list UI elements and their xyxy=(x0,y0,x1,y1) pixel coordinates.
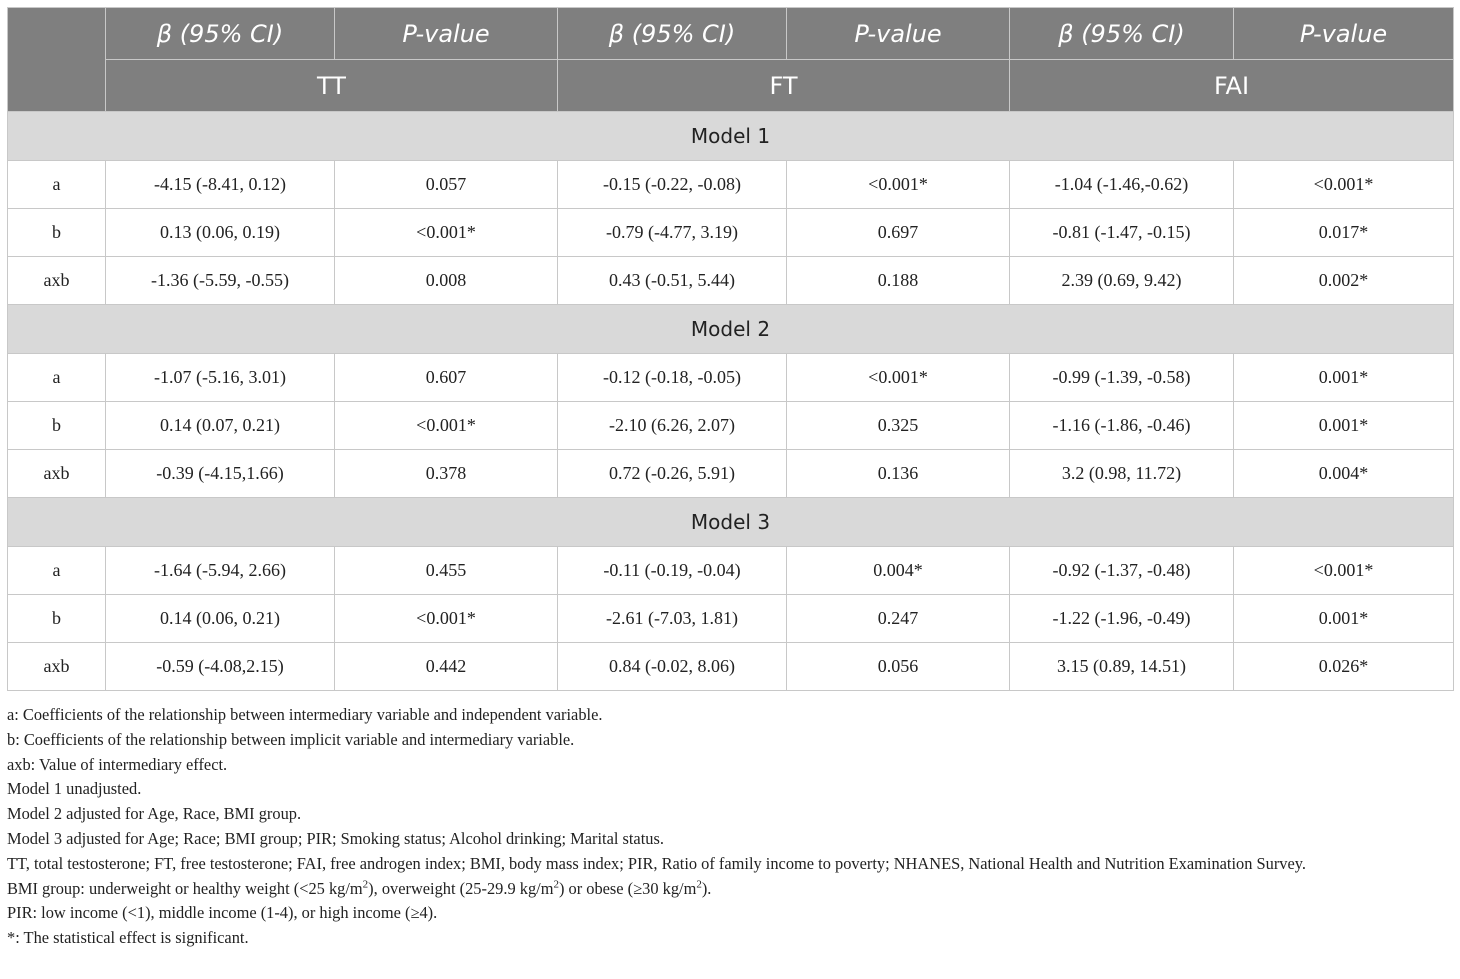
p-value-cell: 0.004* xyxy=(1234,450,1454,498)
p-value-cell: 0.136 xyxy=(787,450,1010,498)
note-axb: axb: Value of intermediary effect. xyxy=(7,754,228,774)
col-header-fai-pvalue: P-value xyxy=(1234,8,1454,60)
col-header-ft-beta: β (95% CI) xyxy=(558,8,787,60)
row-label: axb xyxy=(8,643,106,691)
row-label: b xyxy=(8,209,106,257)
note-bmi-sup1: 2 xyxy=(362,878,369,891)
p-value-cell: 0.026* xyxy=(1234,643,1454,691)
beta-ci-cell: -1.07 (-5.16, 3.01) xyxy=(106,354,335,402)
p-value-cell: 0.247 xyxy=(787,595,1010,643)
beta-ci-cell: -0.81 (-1.47, -0.15) xyxy=(1010,209,1234,257)
p-value-cell: 0.697 xyxy=(787,209,1010,257)
col-header-fai-beta: β (95% CI) xyxy=(1010,8,1234,60)
beta-ci-cell: 2.39 (0.69, 9.42) xyxy=(1010,257,1234,305)
table-row xyxy=(8,257,1454,305)
note-abbreviations: TT, total testosterone; FT, free testosterone; FAI, free androgen index; BMI, body mass index; PIR, Ratio of family income to poverty; NHANES, National Health and Nutrition Examination Survey. xyxy=(7,853,1306,873)
row-label: a xyxy=(8,161,106,209)
p-value-cell: 0.057 xyxy=(335,161,558,209)
col-header-ft-pvalue: P-value xyxy=(787,8,1010,60)
p-value-cell: 0.001* xyxy=(1234,595,1454,643)
table-row xyxy=(8,450,1454,498)
note-bmi xyxy=(7,877,1453,902)
col-header-tt-pvalue: P-value xyxy=(335,8,558,60)
note-bmi-part4: ). xyxy=(701,878,712,898)
p-value-cell: 0.607 xyxy=(335,354,558,402)
beta-ci-cell: 0.14 (0.06, 0.21) xyxy=(106,595,335,643)
note-model2: Model 2 adjusted for Age, Race, BMI group. xyxy=(7,804,302,824)
beta-ci-cell: 0.84 (-0.02, 8.06) xyxy=(558,643,787,691)
row-label: b xyxy=(8,402,106,450)
beta-ci-cell: -1.04 (-1.46,-0.62) xyxy=(1010,161,1234,209)
col-header-tt-beta: β (95% CI) xyxy=(106,8,335,60)
note-b: b: Coefficients of the relationship between implicit variable and intermediary variable. xyxy=(7,729,575,749)
row-label: b xyxy=(8,595,106,643)
table-row xyxy=(8,354,1454,402)
note-significance: *: The statistical effect is significant. xyxy=(7,928,249,948)
p-value-cell: 0.017* xyxy=(1234,209,1454,257)
beta-ci-cell: 0.13 (0.06, 0.19) xyxy=(106,209,335,257)
p-value-cell: 0.378 xyxy=(335,450,558,498)
table-row xyxy=(8,209,1454,257)
beta-ci-cell: -0.79 (-4.77, 3.19) xyxy=(558,209,787,257)
beta-ci-cell: -0.59 (-4.08,2.15) xyxy=(106,643,335,691)
results-table xyxy=(7,7,1454,691)
group-header-tt: TT xyxy=(106,60,558,112)
p-value-cell: <0.001* xyxy=(335,402,558,450)
note-bmi-sup2: 2 xyxy=(553,878,559,891)
note-model3: Model 3 adjusted for Age; Race; BMI group; PIR; Smoking status; Alcohol drinking; Marital status. xyxy=(7,828,664,848)
beta-ci-cell: -1.36 (-5.59, -0.55) xyxy=(106,257,335,305)
model-label: Model 1 xyxy=(8,112,1454,161)
p-value-cell: 0.056 xyxy=(787,643,1010,691)
p-value-cell: <0.001* xyxy=(787,354,1010,402)
model-row xyxy=(8,112,1454,161)
beta-ci-cell: 0.43 (-0.51, 5.44) xyxy=(558,257,787,305)
table-row xyxy=(8,402,1454,450)
table-row xyxy=(8,161,1454,209)
header-row-subcolumns xyxy=(8,8,1454,60)
p-value-cell: <0.001* xyxy=(787,161,1010,209)
table-row xyxy=(8,595,1454,643)
p-value-cell: 0.455 xyxy=(335,547,558,595)
p-value-cell: 0.008 xyxy=(335,257,558,305)
table-row xyxy=(8,643,1454,691)
beta-ci-cell: -0.39 (-4.15,1.66) xyxy=(106,450,335,498)
note-bmi-part3: ) or obese (≥30 kg/m xyxy=(558,878,697,898)
p-value-cell: 0.325 xyxy=(787,402,1010,450)
model-label: Model 3 xyxy=(8,498,1454,547)
row-label: a xyxy=(8,547,106,595)
beta-ci-cell: 0.72 (-0.26, 5.91) xyxy=(558,450,787,498)
table-footnotes xyxy=(7,703,1453,951)
beta-ci-cell: 3.15 (0.89, 14.51) xyxy=(1010,643,1234,691)
table-container xyxy=(7,7,1453,691)
beta-ci-cell: 3.2 (0.98, 11.72) xyxy=(1010,450,1234,498)
p-value-cell: 0.442 xyxy=(335,643,558,691)
table-row xyxy=(8,547,1454,595)
beta-ci-cell: -1.22 (-1.96, -0.49) xyxy=(1010,595,1234,643)
beta-ci-cell: -0.92 (-1.37, -0.48) xyxy=(1010,547,1234,595)
p-value-cell: 0.004* xyxy=(787,547,1010,595)
group-header-ft: FT xyxy=(558,60,1010,112)
note-bmi-part1: BMI group: underweight or healthy weight (<25 kg/m xyxy=(7,878,363,898)
model-row xyxy=(8,305,1454,354)
note-a: a: Coefficients of the relationship between intermediary variable and independent variable. xyxy=(7,705,603,724)
beta-ci-cell: -2.10 (6.26, 2.07) xyxy=(558,402,787,450)
beta-ci-cell: -0.12 (-0.18, -0.05) xyxy=(558,354,787,402)
model-label: Model 2 xyxy=(8,305,1454,354)
p-value-cell: <0.001* xyxy=(1234,547,1454,595)
table-body xyxy=(8,112,1454,691)
p-value-cell: 0.001* xyxy=(1234,402,1454,450)
note-pir: PIR: low income (<1), middle income (1-4), or high income (≥4). xyxy=(7,903,438,923)
row-label: a xyxy=(8,354,106,402)
note-model1: Model 1 unadjusted. xyxy=(7,779,142,799)
note-bmi-sup3: 2 xyxy=(696,878,702,891)
p-value-cell: 0.188 xyxy=(787,257,1010,305)
beta-ci-cell: 0.14 (0.07, 0.21) xyxy=(106,402,335,450)
model-row xyxy=(8,498,1454,547)
p-value-cell: <0.001* xyxy=(1234,161,1454,209)
beta-ci-cell: -0.15 (-0.22, -0.08) xyxy=(558,161,787,209)
beta-ci-cell: -4.15 (-8.41, 0.12) xyxy=(106,161,335,209)
beta-ci-cell: -0.11 (-0.19, -0.04) xyxy=(558,547,787,595)
header-row-groups xyxy=(8,60,1454,112)
beta-ci-cell: -1.16 (-1.86, -0.46) xyxy=(1010,402,1234,450)
group-header-fai: FAI xyxy=(1010,60,1454,112)
row-label: axb xyxy=(8,257,106,305)
header-corner xyxy=(8,8,106,112)
beta-ci-cell: -2.61 (-7.03, 1.81) xyxy=(558,595,787,643)
note-bmi-part2: ), overweight (25-29.9 kg/m xyxy=(368,878,554,898)
beta-ci-cell: -1.64 (-5.94, 2.66) xyxy=(106,547,335,595)
row-label: axb xyxy=(8,450,106,498)
p-value-cell: <0.001* xyxy=(335,209,558,257)
p-value-cell: 0.001* xyxy=(1234,354,1454,402)
p-value-cell: 0.002* xyxy=(1234,257,1454,305)
p-value-cell: <0.001* xyxy=(335,595,558,643)
beta-ci-cell: -0.99 (-1.39, -0.58) xyxy=(1010,354,1234,402)
